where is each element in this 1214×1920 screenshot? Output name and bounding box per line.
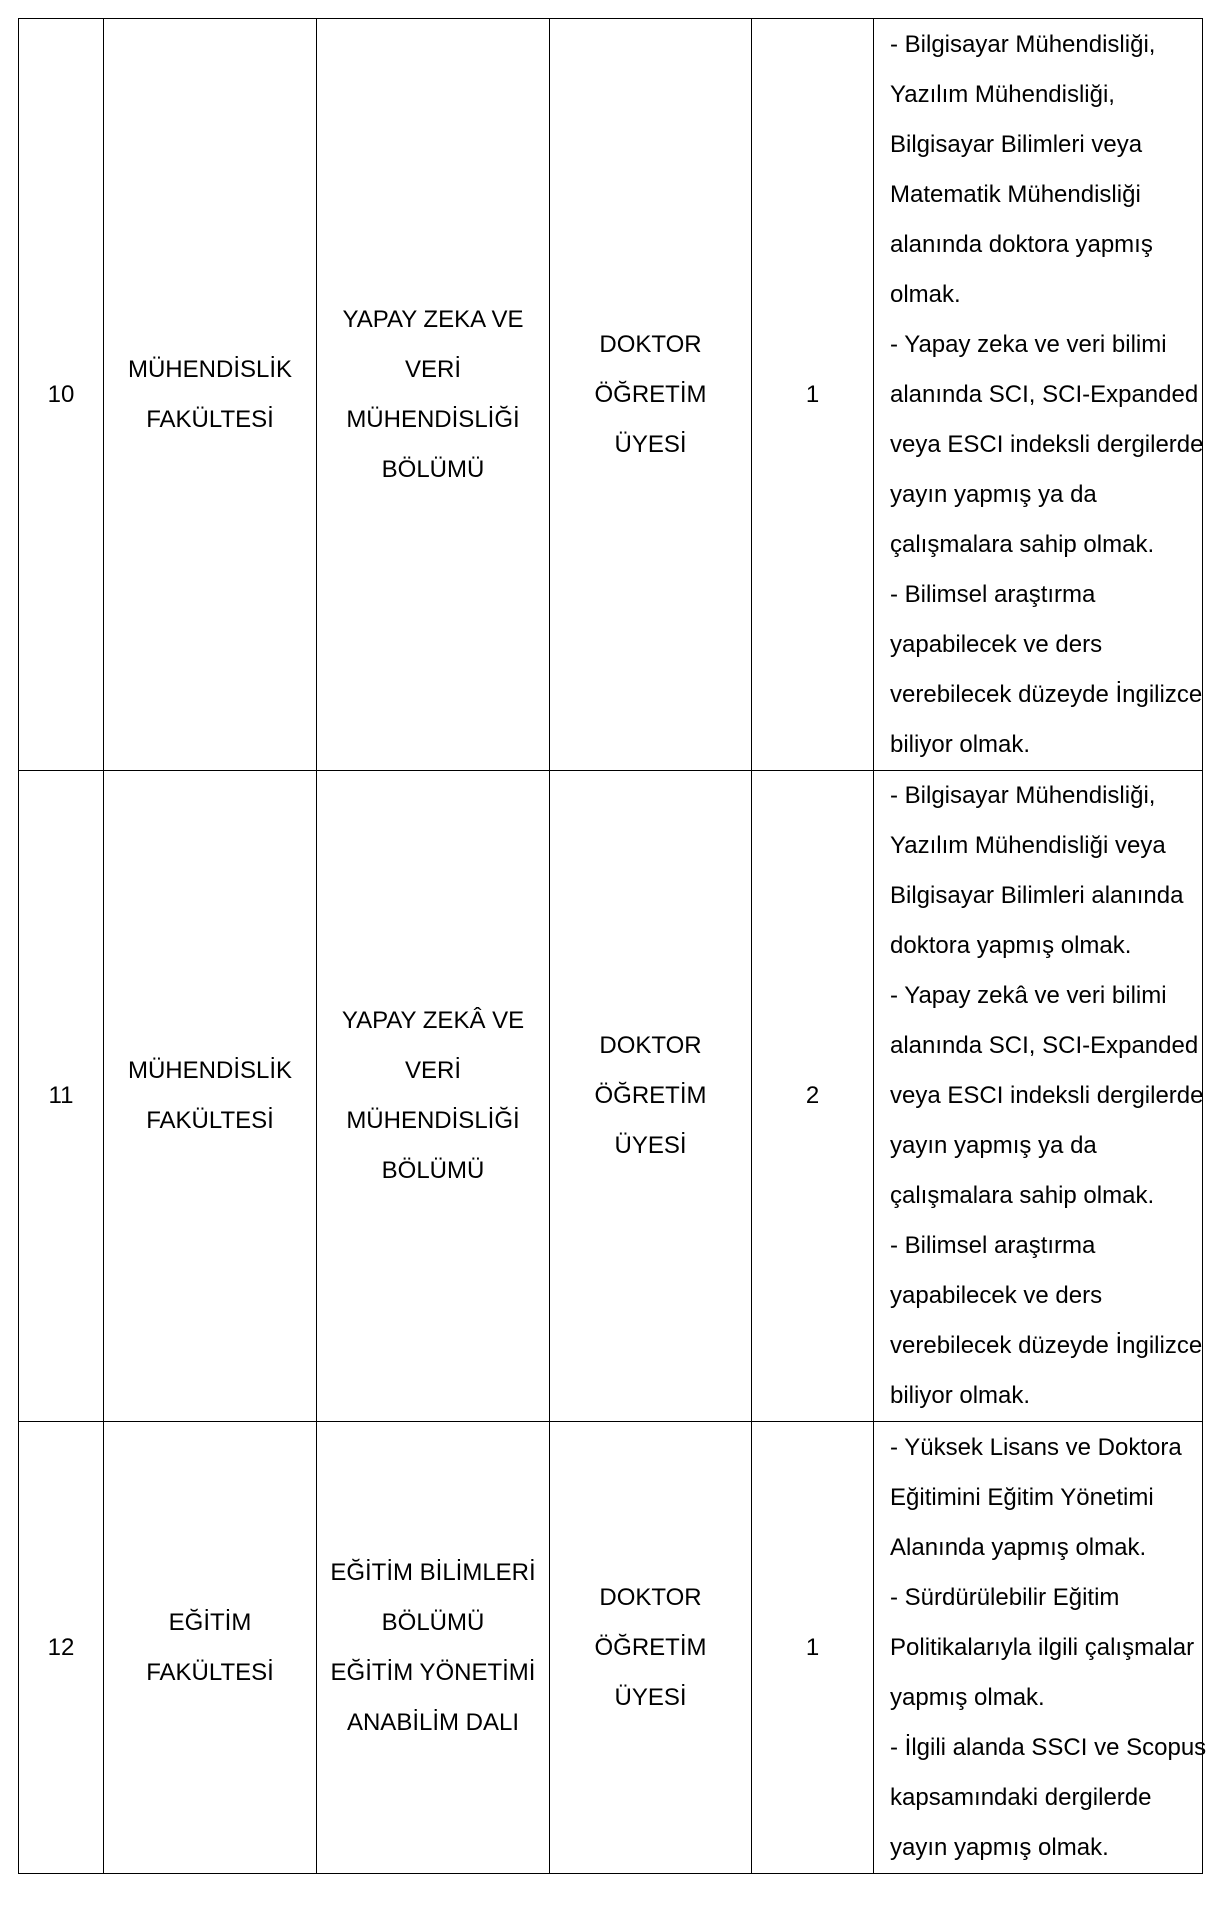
positions-table bbox=[18, 18, 1207, 1874]
department-cell: YAPAY ZEKA VE VERİ MÜHENDİSLİĞİ BÖLÜMÜ bbox=[317, 19, 550, 771]
requirements-cell: - Bilgisayar Mühendisliği, Yazılım Mühendisliği veya Bilgisayar Bilimleri alanında doktora yapmış olmak. - Yapay zekâ ve veri bilimi alanında SCI, SCI-Expanded veya ESCI indeksli dergilerde yayın yapmış ya da çalışmalara sahip olmak. - Bilimsel araştırma yapabilecek ve ders verebilecek düzeyde İngilizce biliyor olmak. bbox=[874, 771, 1203, 1422]
table-row bbox=[19, 1422, 1203, 1874]
requirements-cell: - Yüksek Lisans ve Doktora Eğitimini Eğitim Yönetimi Alanında yapmış olmak. - Sürdürülebilir Eğitim Politikalarıyla ilgili çalışmalar yapmış olmak. - İlgili alanda SSCI ve Scopus kapsamındaki dergilerde yayın yapmış olmak. bbox=[874, 1422, 1203, 1874]
title-cell: DOKTOR ÖĞRETİM ÜYESİ bbox=[550, 771, 752, 1422]
row-number-cell: 12 bbox=[19, 1422, 104, 1874]
department-cell: YAPAY ZEKÂ VE VERİ MÜHENDİSLİĞİ BÖLÜMÜ bbox=[317, 771, 550, 1422]
table-row bbox=[19, 19, 1203, 771]
count-cell: 1 bbox=[752, 19, 874, 771]
title-cell: DOKTOR ÖĞRETİM ÜYESİ bbox=[550, 19, 752, 771]
row-number-cell: 11 bbox=[19, 771, 104, 1422]
title-cell: DOKTOR ÖĞRETİM ÜYESİ bbox=[550, 1422, 752, 1874]
row-number-cell: 10 bbox=[19, 19, 104, 771]
table-row bbox=[19, 771, 1203, 1422]
count-cell: 2 bbox=[752, 771, 874, 1422]
department-cell: EĞİTİM BİLİMLERİ BÖLÜMÜ EĞİTİM YÖNETİMİ ANABİLİM DALI bbox=[317, 1422, 550, 1874]
count-cell: 1 bbox=[752, 1422, 874, 1874]
requirements-cell: - Bilgisayar Mühendisliği, Yazılım Mühendisliği, Bilgisayar Bilimleri veya Matematik Mühendisliği alanında doktora yapmış olmak. - Yapay zeka ve veri bilimi alanında SCI, SCI-Expanded veya ESCI indeksli dergilerde yayın yapmış ya da çalışmalara sahip olmak. - Bilimsel araştırma yapabilecek ve ders verebilecek düzeyde İngilizce biliyor olmak. bbox=[874, 19, 1203, 771]
faculty-cell: EĞİTİM FAKÜLTESİ bbox=[104, 1422, 317, 1874]
faculty-cell: MÜHENDİSLİK FAKÜLTESİ bbox=[104, 771, 317, 1422]
faculty-cell: MÜHENDİSLİK FAKÜLTESİ bbox=[104, 19, 317, 771]
